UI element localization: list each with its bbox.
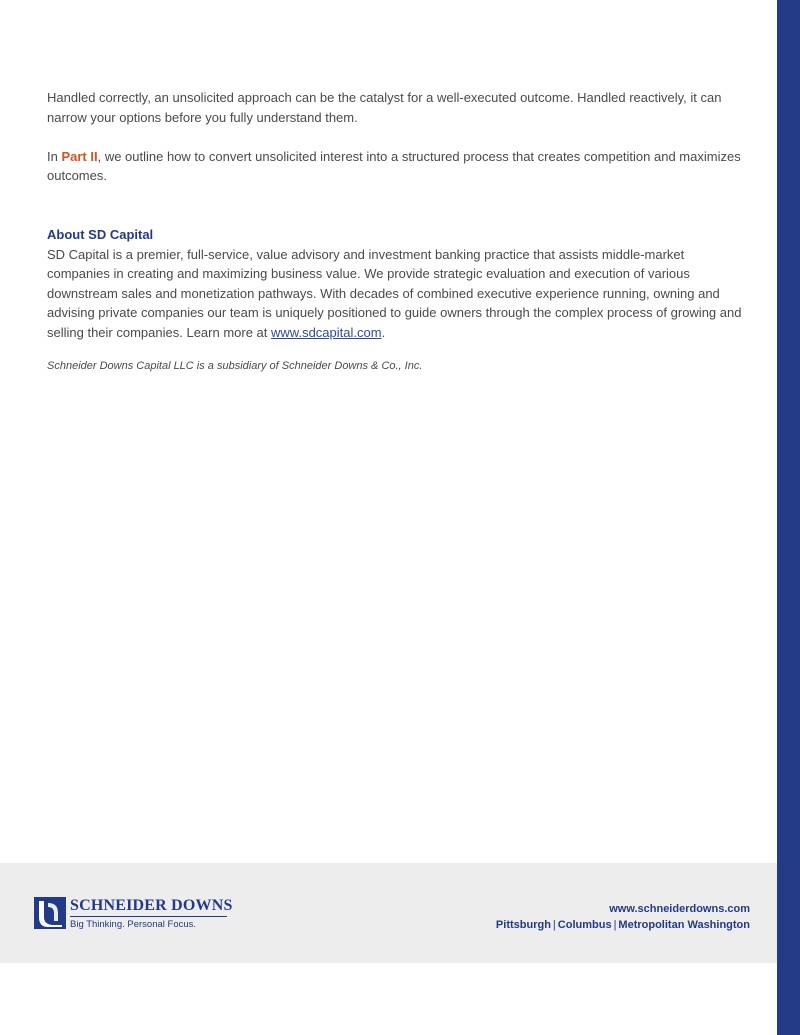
- schneider-downs-logo: [34, 897, 234, 931]
- location-columbus: Columbus: [557, 919, 612, 931]
- subsidiary-note: Schneider Downs Capital LLC is a subsidiary of Schneider Downs & Co., Inc.: [47, 359, 423, 372]
- location-separator: |: [552, 919, 556, 931]
- logo-name: SCHNEIDER DOWNS: [70, 897, 233, 914]
- location-pittsburgh: Pittsburgh: [495, 919, 551, 931]
- location-separator: |: [613, 919, 617, 931]
- about-text: SD Capital is a premier, full-service, value advisory and investment banking practice that assists middle-market companies in creating and maximizing business value. We provide strategic evaluation and execution of various downstream sales and monetization pathways. With decades of combined executive experience running, owning and advising private companies our team is uniquely positioned to guide owners through the complex process of growing and selling their companies. Learn more at: [47, 246, 742, 340]
- locations-line: [496, 917, 750, 933]
- location-washington: Metropolitan Washington: [618, 919, 750, 931]
- footer: [0, 863, 777, 963]
- part-two-prefix: In: [47, 148, 62, 164]
- website-link[interactable]: www.schneiderdowns.com: [609, 903, 750, 915]
- about-paragraph: [47, 245, 747, 343]
- footer-contact: [496, 901, 750, 933]
- logo-tagline: Big Thinking. Personal Focus.: [70, 919, 197, 930]
- about-period: .: [381, 324, 386, 340]
- part-two-suffix: , we outline how to convert unsolicited interest into a structured process that creates competition and maximizes outcomes.: [47, 148, 741, 184]
- logo-divider: [70, 916, 227, 917]
- main-content: [47, 88, 747, 374]
- logo-mark-icon: [34, 897, 66, 929]
- sdcapital-link[interactable]: www.sdcapital.com: [271, 324, 382, 340]
- side-accent-bar: [777, 0, 800, 1035]
- about-heading: About SD Capital: [47, 226, 154, 242]
- part-two-paragraph: [47, 147, 747, 186]
- part-two-highlight: Part II: [61, 148, 98, 164]
- intro-paragraph: Handled correctly, an unsolicited approach can be the catalyst for a well-executed outcome. Handled reactively, it can narrow your options before you fully understand them.: [47, 90, 722, 125]
